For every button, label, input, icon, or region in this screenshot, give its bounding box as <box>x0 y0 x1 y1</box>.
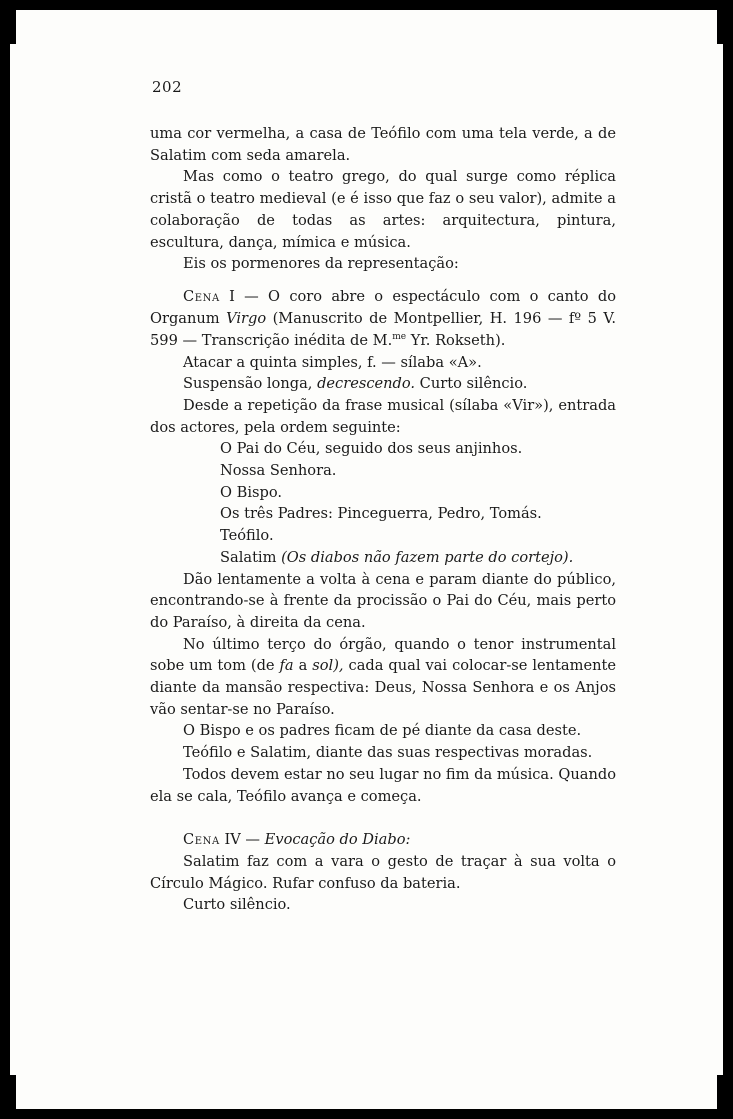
scene-label: Cena <box>183 831 220 849</box>
cast-list-item: O Pai do Céu, seguido dos seus anjinhos. <box>220 440 523 458</box>
scan-border-mark <box>717 1075 723 1109</box>
paragraph: Mas como o teatro grego, do qual surge como réplica cristã o teatro medieval (e é isso que faz o seu valor), admite a colaboração de todas as artes: arquitectura, pintura, escultura, dança, mímica e música. <box>150 168 616 251</box>
paragraph: O Bispo e os padres ficam de pé diante da casa deste. <box>183 722 582 740</box>
page-body <box>150 123 616 916</box>
scan-border-mark <box>717 10 723 44</box>
scene-4-heading: Cena IV — Evocação do Diabo: <box>183 831 411 849</box>
paragraph: Curto silêncio. <box>183 896 291 914</box>
scan-border-mark <box>10 1075 16 1109</box>
paragraph: Salatim faz com a vara o gesto de traçar à sua volta o Círculo Mágico. Rufar confuso da bateria. <box>150 853 616 892</box>
cast-list-item: Nossa Senhora. <box>220 462 337 480</box>
cast-list-item: Teófilo. <box>220 527 274 545</box>
paragraph: Atacar a quinta simples, f. — sílaba «A». <box>183 353 482 371</box>
cast-list-item: Os três Padres: Pinceguerra, Pedro, Tomás. <box>220 505 542 523</box>
paragraph: uma cor vermelha, a casa de Teófilo com uma tela verde, a de Salatim com seda amarela. <box>150 125 616 164</box>
paragraph: Dão lentamente a volta à cena e param diante do público, encontrando-se à frente da procissão o Pai do Céu, mais perto do Paraíso, à direita da cena. <box>150 570 616 631</box>
paragraph: Suspensão longa, decrescendo. Curto silêncio. <box>183 375 528 393</box>
paragraph: Desde a repetição da frase musical (sílaba «Vir»), entrada dos actores, pela ordem seguinte: <box>150 396 616 436</box>
paragraph: No último terço do órgão, quando o tenor instrumental sobe um tom (de fa a sol), cada qual vai colocar-se lentamente diante da mansão respectiva: Deus, Nossa Senhora e os Anjos vão sentar-se no Paraíso. <box>150 635 616 718</box>
scan-border-mark <box>10 10 16 44</box>
paragraph: Eis os pormenores da representação: <box>183 255 459 273</box>
cast-list-item: Salatim (Os diabos não fazem parte do cortejo). <box>220 548 574 566</box>
scene-label: Cena <box>183 288 220 306</box>
cast-list-item: O Bispo. <box>220 483 282 501</box>
paragraph: Todos devem estar no seu lugar no fim da música. Quando ela se cala, Teófilo avança e começa. <box>150 765 616 805</box>
paragraph: Teófilo e Salatim, diante das suas respectivas moradas. <box>183 744 593 762</box>
page-number: 202 <box>152 78 183 96</box>
scene-1-paragraph: Cena I — O coro abre o espectáculo com o canto do Organum Virgo (Manuscrito de Montpellier, H. 196 — fº 5 V. 599 — Transcrição inédita de M.$^{me}$ Yr. Rokseth). <box>150 288 616 349</box>
